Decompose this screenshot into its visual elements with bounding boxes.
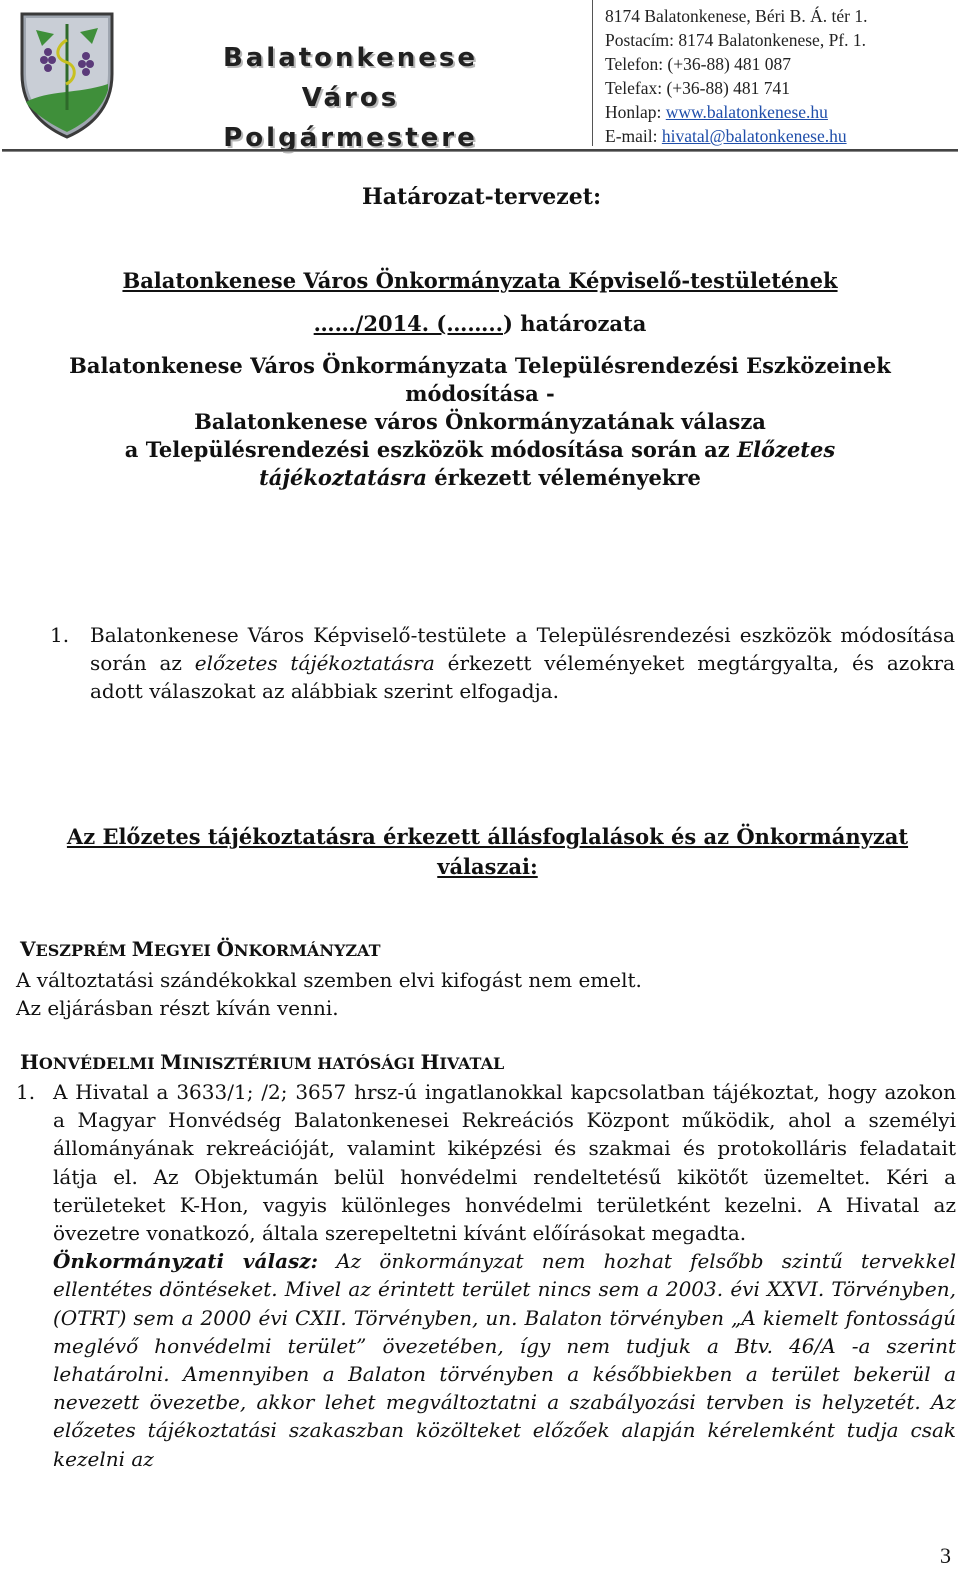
- resolution-body-line: [0, 268, 960, 293]
- contact-web-row: [605, 100, 867, 124]
- website-link[interactable]: www.balatonkenese.hu: [665, 102, 828, 122]
- subject-line-4: [0, 436, 960, 464]
- org2-opinion-text: A Hivatal a 3633/1; /2; 3657 hrsz-ú ingatlanokkal kapcsolatban tájékoztat, hogy azokon a Magyar Honvédség Balatonkenesei Rekreációs Központ működik, ahol a személyi állományának rekreációját, valamint kiképzési és szakmai és protokolláris feladatait látja el. Az Objektumán belül honvédelmi rendeltetésű kikötőt üzemeltet. Kéri a területeket K-Hon, vagyis különleges honvédelmi területként kezelni. A Hivatal az övezetre vonatkozó, általa szerepeltetni kívánt előírásokat megadta.: [53, 1080, 956, 1246]
- org2-part-1: ONVÉDELMI: [38, 1054, 161, 1073]
- resolution-item-1: [50, 621, 955, 705]
- org2-item-number: 1.: [16, 1080, 36, 1104]
- org1-part-1: ESZPRÉM: [35, 941, 132, 960]
- contact-phone: Telefon: (+36-88) 481 087: [605, 54, 792, 74]
- contact-postal: Postacím: 8174 Balatonkenese, Pf. 1.: [605, 30, 867, 50]
- municipality-answer: [53, 1247, 956, 1473]
- item-1-text: [90, 621, 955, 705]
- office-name-line1: Balatonkenese Város: [222, 43, 479, 113]
- office-name-line2: Polgármestere: [223, 123, 478, 153]
- resolution-number-placeholder: ……/2014. (……..: [313, 311, 503, 336]
- contact-email-row: [605, 124, 867, 148]
- resolution-number: [0, 311, 960, 336]
- item-1-text-a: Balatonkenese Város Képviselő-testülete a Településrendezési eszközök módosítása során az: [90, 623, 955, 675]
- resolution-body-text: Balatonkenese Város Önkormányzata Képviselő-testületének: [122, 268, 838, 293]
- item-1-number: 1.: [50, 623, 70, 647]
- coat-of-arms-icon: [18, 10, 116, 140]
- org2-item-1: [16, 1078, 956, 1473]
- org-honvedelmi-name: [20, 1050, 504, 1074]
- email-link[interactable]: hivatal@balatonkenese.hu: [661, 126, 847, 146]
- org1-opinion-line-2: Az eljárásban részt kíván venni.: [16, 996, 339, 1020]
- org2-part-3: INISZTÉRIUM HATÓSÁGI: [182, 1054, 421, 1073]
- org1-part-4: Ö: [216, 937, 234, 961]
- org1-part-3: EGYEI: [153, 941, 217, 960]
- subject-line-5-italic: tájékoztatásra: [259, 465, 427, 490]
- header-divider: [592, 0, 593, 146]
- org2-part-2: M: [160, 1050, 183, 1074]
- page-number: 3: [940, 1543, 951, 1568]
- contact-block: [605, 4, 867, 148]
- contact-address: 8174 Balatonkenese, Béri B. Á. tér 1.: [605, 6, 868, 26]
- org2-part-5: IVATAL: [439, 1054, 505, 1073]
- org1-opinion-line-1: A változtatási szándékokkal szemben elvi kifogást nem emelt.: [16, 968, 642, 992]
- org2-item-body: [53, 1078, 956, 1473]
- resolution-number-rest: ) határozata: [502, 311, 647, 336]
- contact-email-label: E-mail:: [605, 126, 662, 146]
- resolution-subject: [0, 352, 960, 492]
- org2-part-0: H: [20, 1050, 39, 1074]
- subject-line-4-text: a Településrendezési eszközök módosítása során az: [124, 437, 738, 462]
- header-rule: [2, 149, 958, 152]
- contact-web-label: Honlap:: [605, 102, 666, 122]
- office-name: [178, 38, 523, 158]
- org1-part-2: M: [131, 937, 154, 961]
- answer-label: Önkormányzati válasz:: [53, 1249, 319, 1274]
- contact-fax: Telefax: (+36-88) 481 741: [605, 78, 791, 98]
- item-1-text-italic: előzetes tájékoztatásra: [194, 651, 435, 675]
- org1-part-0: V: [20, 937, 36, 961]
- subject-line-3: Balatonkenese város Önkormányzatának válasza: [194, 409, 766, 434]
- subject-line-2: módosítása -: [405, 381, 555, 406]
- org1-part-5: NKORMÁNYZAT: [233, 941, 381, 960]
- item-1-text-b: érkezett véleményeket megtárgyalta, és azokra adott válaszokat az alábbiak szerint elfogadja.: [90, 651, 955, 703]
- letterhead: [0, 0, 960, 153]
- answer-text: Az önkormányzat nem hozhat felsőbb szintű tervekkel ellentétes döntéseket. Mivel az érintett terület nincs sem a 2003. évi XXVI. Törvényben, (OTRT) sem a 2000 évi CXII. Törvényben, un. Balaton törvényben „A kiemelt fontosságú meglévő honvédelmi terület” övezetében, így nem tudjuk a Btv. 46/A -a szerint lehatárolni. Amennyiben a Balaton törvényben a későbbiekben a terület bekerül a nevezett övezetbe, akkor lehet megváltoztatni a szabályozási tervben is helyzetét. Az előzetes tájékoztatási szakaszban közölteket előzőek alapján kérelemként tudja csak kezelni az: [53, 1249, 956, 1471]
- org-veszprem-name: [20, 937, 381, 961]
- subject-line-4-italic: Előzetes: [737, 437, 836, 462]
- section-heading: Az Előzetes tájékoztatásra érkezett állásfoglalások és az Önkormányzat válaszai:: [66, 824, 909, 879]
- subject-line-5: [0, 464, 960, 492]
- subject-line-5-text: érkezett véleményekre: [426, 465, 701, 490]
- org2-part-4: H: [420, 1050, 440, 1074]
- draft-title: Határozat-tervezet:: [362, 184, 602, 210]
- subject-line-1: Balatonkenese Város Önkormányzata Településrendezési Eszközeinek: [69, 353, 891, 378]
